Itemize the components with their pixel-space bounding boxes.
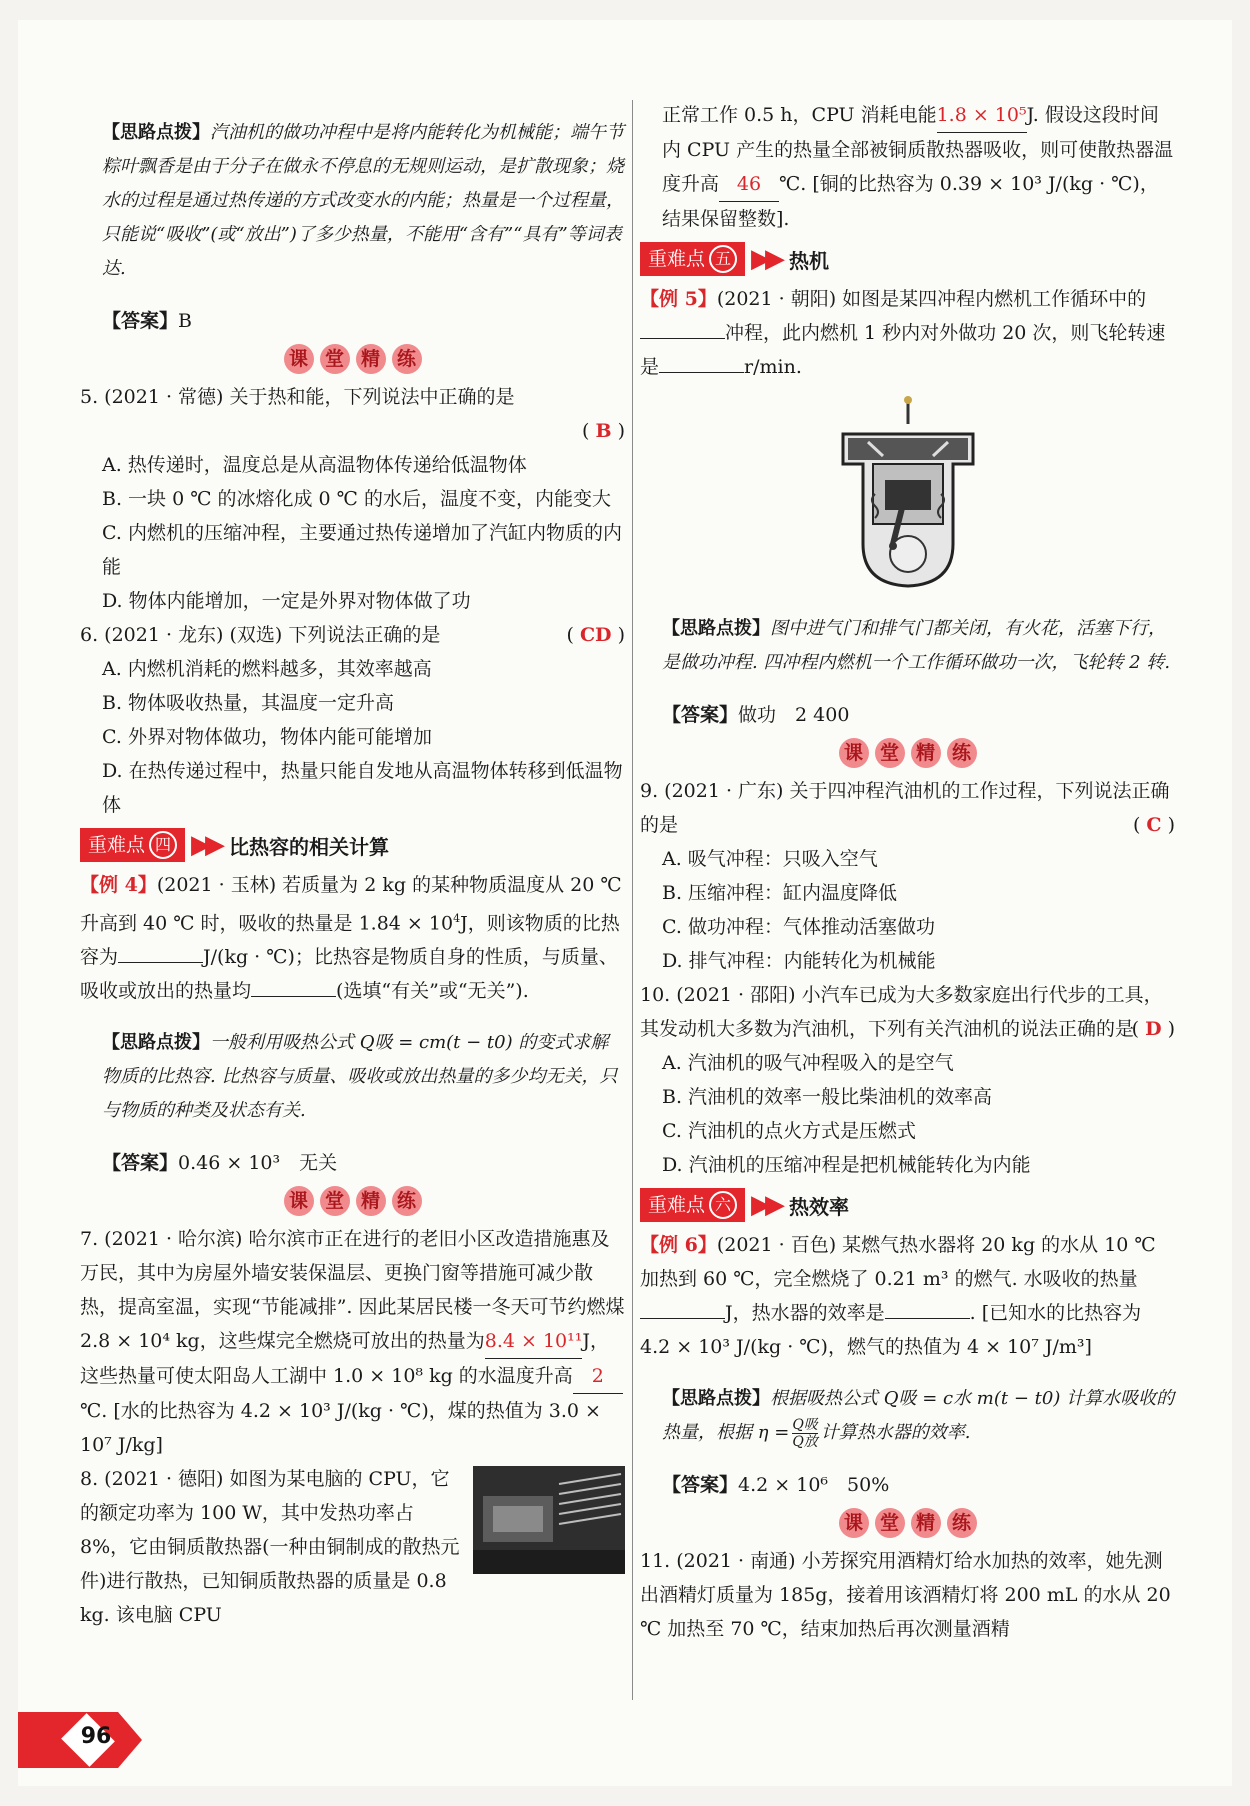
question-10-option-c: C. 汽油机的点火方式是压燃式 (662, 1120, 916, 1142)
question-6-stem: 6. (2021 · 龙东) (双选) 下列说法正确的是 ( CD ) (80, 624, 625, 646)
answer-blank (251, 996, 336, 997)
question-9-option-b: B. 压缩冲程：缸内温度降低 (662, 882, 898, 904)
question-5-option-a: A. 热传递时，温度总是从高温物体传递给低温物体 (102, 454, 527, 476)
question-9-option-c: C. 做功冲程：气体推动活塞做功 (662, 916, 935, 938)
question-6-option-c: C. 外界对物体做功，物体内能可能增加 (102, 726, 432, 748)
left-column (80, 98, 625, 1632)
answer-blank (659, 372, 744, 373)
cpu-heatsink-photo (473, 1466, 625, 1574)
section-badge: 重难点 四 (80, 828, 185, 862)
double-arrow-icon: ▶▶ (751, 1190, 780, 1220)
answer-blank (885, 1318, 970, 1319)
question-10-option-d: D. 汽油机的压缩冲程是把机械能转化为内能 (662, 1154, 1031, 1176)
question-9-option-a: A. 吸气冲程：只吸入空气 (662, 848, 878, 870)
section-badge: 重难点 六 (640, 1188, 745, 1222)
section-badge: 重难点 五 (640, 242, 745, 276)
section-6-header (640, 1188, 1175, 1222)
question-6-option-d: D. 在热传递过程中，热量只能自发地从高温物体转移到低温物体 (102, 760, 623, 816)
question-7: 7. (2021 · 哈尔滨) 哈尔滨市正在进行的老旧小区改造措施惠及万民，其中为房屋外墙安装保温层、更换门窗等措施可减少散热，提高室温，实现“节能减排”. 因此某居民楼一冬天可节约燃煤 2.8 × 10⁴ kg，这些煤完全燃烧可放出的热量为8.4 × 10¹¹J，这些热量可使太阳岛人工湖中 1.0 × 10⁸ kg 的水温度升高 2℃. [水的比热容为 4.2 × 10³ J/(kg · ℃)，煤的热值为 3.0 × 10⁷ J/kg] (80, 1228, 625, 1457)
section-title: 热效率 (789, 1194, 850, 1219)
question-5-option-d: D. 物体内能增加，一定是外界对物体做了功 (102, 590, 471, 612)
exercise-heading: 课 堂 精 练 (80, 1186, 625, 1216)
page-number-tab (18, 1712, 138, 1768)
section-5-header (640, 242, 1175, 276)
question-8-continued: 正常工作 0.5 h，CPU 消耗电能1.8 × 10⁵J. 假设这段时间内 CPU 产生的热量全部被铜质散热器吸收，则可使散热器温度升高 46 ℃. [铜的比热容为 0.39 × 10³ J/(kg · ℃)，结果保留整数]. (640, 98, 1175, 236)
answer-6: 【答案】4.2 × 10⁶ 50% (662, 1474, 890, 1496)
question-10-answer: ( D ) (1131, 1018, 1175, 1040)
question-8: 8. (2021 · 德阳) 如图为某电脑的 CPU，它的额定功率为 100 W，其中发热功率占 8%，它由铜质散热器(一种由铜制成的散热元件)进行散热，已知铜质散热器的质量是 0.8 kg. 该电脑 CPU (80, 1462, 625, 1632)
question-10-option-a: A. 汽油机的吸气冲程吸入的是空气 (662, 1052, 954, 1074)
answer-blank (640, 1318, 725, 1319)
question-6-option-a: A. 内燃机消耗的燃料越多，其效率越高 (102, 658, 432, 680)
exercise-heading: 课 堂 精 练 (640, 1508, 1175, 1538)
engine-cylinder-diagram (823, 394, 993, 594)
hint-1: 【思路点拨】汽油机的做功冲程中是将内能转化为机械能；端午节粽叶飘香是由于分子在做永不停息的无规则运动，是扩散现象；烧水的过程是通过热传递的方式改变水的内能；热量是一个过程量，只能说“吸收”(或“放出”)了多少热量，不能用“含有”“具有”等词表达. (102, 122, 624, 279)
page-number: 96 (80, 1724, 112, 1749)
hint-4: 【思路点拨】一般利用吸热公式 Q吸 = cm(t − t0) 的变式求解物质的比热容. 比热容与质量、吸收或放出热量的多少均无关，只与物质的种类及状态有关. (102, 1032, 618, 1122)
hint-6: 【思路点拨】根据吸热公式 Q吸 = c水 m(t − t0) 计算水吸收的热量，根据 η = $\frac{\text{Q吸}}{\text{Q放}}$ 计算热水器的效率. (662, 1388, 1175, 1450)
question-9-option-d: D. 排气冲程：内能转化为机械能 (662, 950, 936, 972)
example-5: 【例 5】(2021 · 朝阳) 如图是某四冲程内燃机工作循环中的冲程，此内燃机 1 秒内对外做功 20 次，则飞轮转速是 r/min. (640, 288, 1166, 378)
exercise-heading: 课 堂 精 练 (80, 344, 625, 374)
efficiency-fraction: $\frac{\text{Q吸}}{\text{Q放}}$ (792, 1416, 818, 1450)
question-10-option-b: B. 汽油机的效率一般比柴油机的效率高 (662, 1086, 993, 1108)
question-5-stem: 5. (2021 · 常德) 关于热和能，下列说法中正确的是 (80, 386, 515, 408)
column-divider (632, 100, 633, 1700)
double-arrow-icon: ▶▶ (751, 244, 780, 274)
question-10-stem: 10. (2021 · 邵阳) 小汽车已成为大多数家庭出行代步的工具，其发动机大多数为汽油机，下列有关汽油机的说法正确的是 (640, 984, 1163, 1040)
exercise-heading: 课 堂 精 练 (640, 738, 1175, 768)
answer-5: 【答案】做功 2 400 (662, 704, 850, 726)
question-5-option-b: B. 一块 0 ℃ 的冰熔化成 0 ℃ 的水后，温度不变，内能变大 (102, 488, 611, 510)
right-column (640, 98, 1175, 1646)
answer-1: 【答案】B (102, 310, 192, 332)
example-6: 【例 6】(2021 · 百色) 某燃气热水器将 20 kg 的水从 10 ℃ 加热到 60 ℃，完全燃烧了 0.21 m³ 的燃气. 水吸收的热量J，热水器的效率是 . [已知水的比热容为 4.2 × 10³ J/(kg · ℃)，燃气的热值为 4 × 10⁷ J/m³] (640, 1234, 1156, 1358)
hint-5: 【思路点拨】图中进气门和排气门都关闭，有火花，活塞下行，是做功冲程. 四冲程内燃机一个工作循环做功一次，飞轮转 2 转. (662, 618, 1171, 673)
example-4: 【例 4】(2021 · 玉林) 若质量为 2 kg 的某种物质温度从 20 ℃ 升高到 40 ℃ 时，吸收的热量是 $1.84 \times 10^4J$，则该物质的比热容为 J/(kg · ℃)；比热容是物质自身的性质，与质量、吸收或放出的热量均 (选填“有关”或“无关”). (80, 874, 622, 1003)
section-title: 比热容的相关计算 (229, 834, 390, 859)
answer-blank (118, 962, 203, 963)
question-6-option-b: B. 物体吸收热量，其温度一定升高 (102, 692, 395, 714)
section-4-header (80, 828, 625, 862)
question-9-stem: 9. (2021 · 广东) 关于四冲程汽油机的工作过程，下列说法正确的是 (640, 780, 1170, 836)
question-5-option-c: C. 内燃机的压缩冲程，主要通过热传递增加了汽缸内物质的内能 (102, 522, 622, 578)
answer-blank (640, 338, 725, 339)
question-11: 11. (2021 · 南通) 小芳探究用酒精灯给水加热的效率，她先测出酒精灯质量为 185g，接着用该酒精灯将 200 mL 的水从 20 ℃ 加热至 70 ℃，结束加热后再次测量酒精 (640, 1550, 1171, 1640)
question-9-answer: ( C ) (1132, 814, 1175, 836)
section-title: 热机 (789, 248, 830, 273)
answer-4: 【答案】0.46 × 10³ 无关 (102, 1152, 338, 1175)
question-5-answer: ( B ) (582, 420, 625, 442)
double-arrow-icon: ▶▶ (191, 830, 220, 860)
